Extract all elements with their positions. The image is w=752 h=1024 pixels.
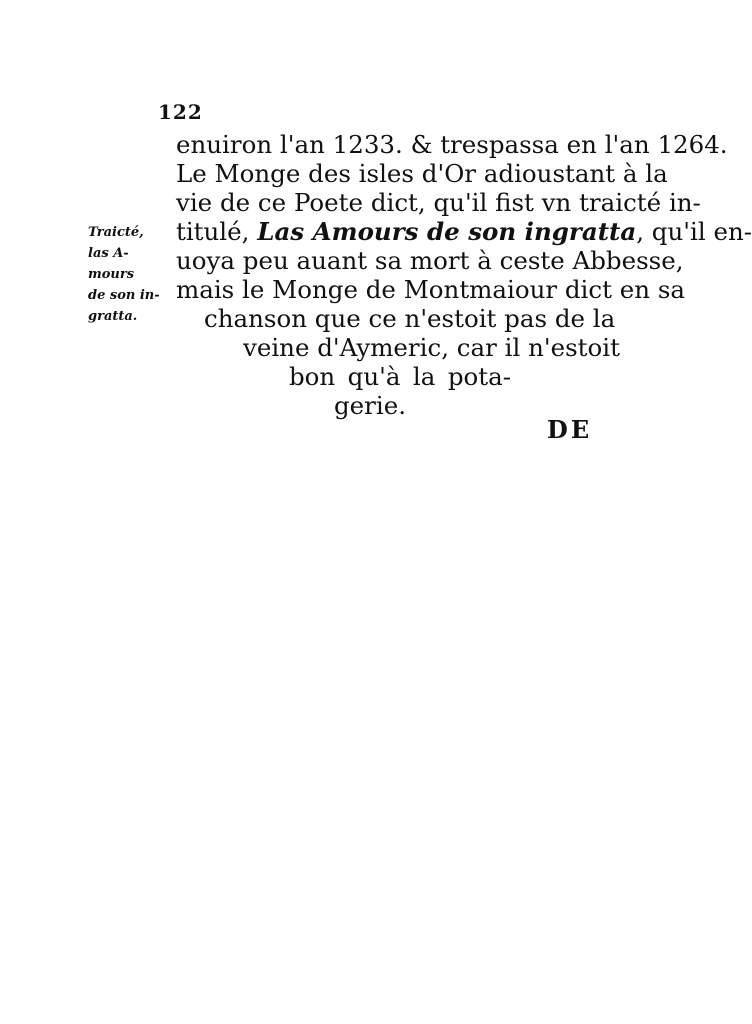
text-line: bon qu'à la pota- bbox=[289, 362, 511, 391]
margin-note-line: de son in- bbox=[88, 288, 160, 303]
text-line: uoya peu auant sa mort à ceste Abbesse, bbox=[176, 246, 684, 275]
text-line: gerie. bbox=[334, 391, 407, 420]
text-line: enuiron l'an 1233. & trespassa en l'an 1264. bbox=[176, 130, 728, 159]
text-line bbox=[176, 217, 752, 246]
text-line: vie de ce Poete dict, qu'il fist vn traicté in- bbox=[176, 188, 701, 217]
margin-note-line: Traicté, bbox=[88, 225, 144, 240]
italic-title: Las Amours de son ingratta bbox=[257, 217, 637, 246]
text-line: mais le Monge de Montmaiour dict en sa bbox=[176, 275, 685, 304]
page-number: 122 bbox=[158, 100, 203, 124]
text-line-prefix: titulé, bbox=[176, 217, 258, 246]
margin-note-line: las A- bbox=[88, 246, 129, 261]
catchword: DE bbox=[547, 415, 593, 444]
text-line: veine d'Aymeric, car il n'estoit bbox=[243, 333, 620, 362]
text-line: Le Monge des isles d'Or adioustant à la bbox=[176, 159, 668, 188]
text-line: chanson que ce n'estoit pas de la bbox=[204, 304, 616, 333]
text-line-suffix: , qu'il en- bbox=[636, 217, 752, 246]
margin-note-line: mours bbox=[88, 267, 135, 282]
margin-note-line: gratta. bbox=[88, 309, 138, 324]
